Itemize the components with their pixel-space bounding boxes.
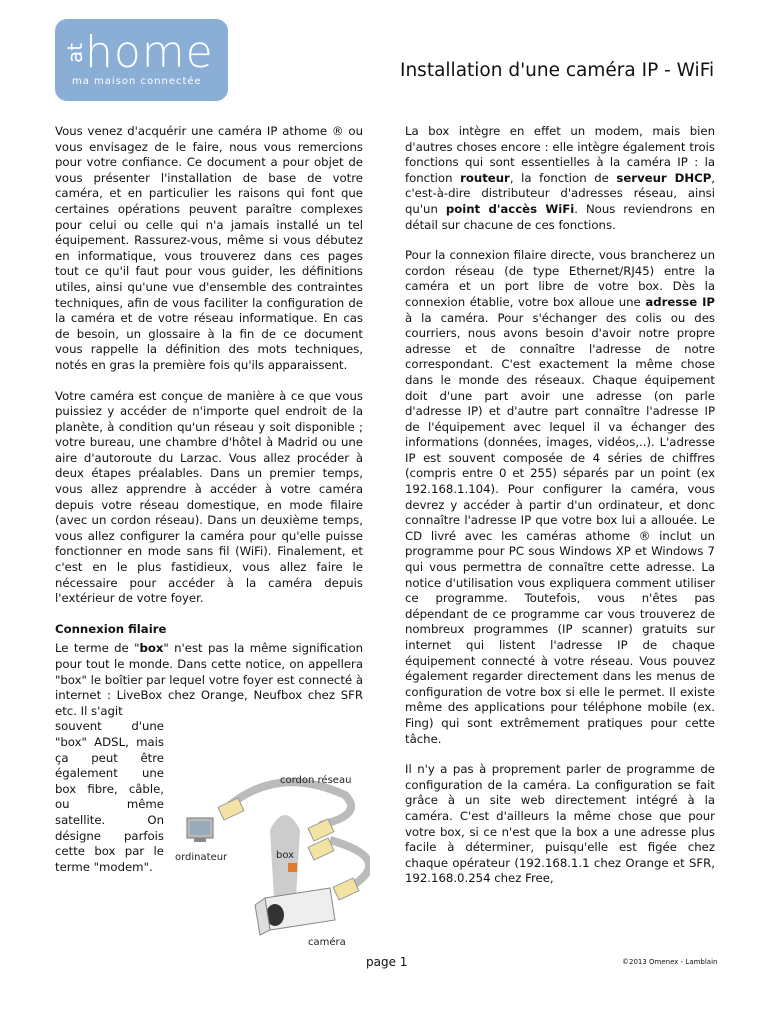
box-paragraph-wrap: souvent d'une "box" ADSL, mais ça peut être également une box fibre, câble, ou même satellite. On désigne parfois cette box par le terme "modem". bbox=[55, 719, 164, 874]
box-paragraph: Le terme de "box" n'est pas la même signification pour tout le monde. Dans cette notice, on appellera "box" le boîtier par lequel votre foyer est connecté à internet : LiveBox chez Orange, Neufbox chez SFR etc. Il s'agit bbox=[55, 641, 363, 718]
athome-logo bbox=[55, 19, 228, 101]
logo-home: home bbox=[85, 27, 214, 78]
configuration-paragraph: Il n'y a pas à proprement parler de programme de configuration de la caméra. La configuration se fait grâce à un site web directement intégré à la caméra. C'est d'ailleurs la même chose que pour votre box, si ce n'est que la box a une adresse plus facile à déterminer, puisqu'elle est figée chez chaque opérateur (192.168.1.1 chez Orange et SFR, 192.168.0.254 chez Free, bbox=[405, 762, 715, 886]
left-column bbox=[55, 124, 363, 875]
page-number: page 1 bbox=[366, 955, 408, 969]
label-box: box bbox=[276, 850, 295, 861]
box-functions-paragraph: La box intègre en effet un modem, mais bien d'autres choses encore : elle intègre également trois fonctions qui sont essentielles à la caméra IP : la fonction routeur, la fonction de serveur DHCP, c'est-à-dire distributeur d'adresses réseau, ainsi qu'un point d'accès WiFi. Nous reviendrons en détail sur chacune de ces fonctions. bbox=[405, 124, 715, 232]
copyright: ©2013 Omenex - Lamblain bbox=[622, 958, 718, 966]
page-title: Installation d'une caméra IP - WiFi bbox=[400, 60, 715, 81]
label-ordinateur: ordinateur bbox=[175, 852, 228, 863]
right-column bbox=[405, 124, 715, 902]
ip-address-paragraph: Pour la connexion filaire directe, vous brancherez un cordon réseau (de type Ethernet/RJ45) entre la caméra et un port libre de votre box. Dès la connexion établie, votre box alloue une adresse IP à la caméra. Pour s'échanger des colis ou des courriers, nous avons besoin d'avoir notre propre adresse et de connaître l'adresse de notre correspondant. C'est exactement la même chose dans le monde des réseaux. Chaque équipement doit d'une part avoir une adresse (on parle d'adresse IP) et d'autre part connaître l'adresse IP de l'équipement avec lequel il va échanger des informations (données, images, vidéos,..). L'adresse IP est souvent composée de 4 séries de chiffres (compris entre 0 et 255) séparés par un point (ex 192.168.1.104). Pour configurer la caméra, vous devrez y accéder à partir d'un ordinateur, et donc connaître l'adresse IP que votre box lui a allouée. Le CD livré avec les caméras athome ® inclut un programme pour PC sous Windows XP et Windows 7 qui vous permettra de connaître cette adresse. La notice d'utilisation vous expliquera comment utiliser ce programme. Toutefois, vous n'êtes pas dépendant de ce programme car vous trouverez de nombreux programmes (IP scanner) gratuits sur internet qui listent l'adresse IP de chaque équipement connecté à votre réseau. Vous pouvez également regarder directement dans les menus de configuration de votre box si elle le permet. Il existe même des applications pour téléphone mobile (ex. Fing) qui sont extrêmement pratiques pour cette tâche. bbox=[405, 248, 715, 746]
camera-paragraph: Votre caméra est conçue de manière à ce que vous puissiez y accéder de n'importe quel endroit de la planète, à condition qu'un réseau y soit disponible ; votre bureau, une chambre d'hôtel à Madrid ou une aire d'autoroute du Larzac. Vous allez procéder à deux étapes préalables. Dans un premier temps, vous allez apprendre à accéder à votre caméra depuis votre réseau domestique, en mode filaire (avec un cordon réseau). Dans un deuxième temps, vous allez configurer la caméra pour qu'elle puisse fonctionner en mode sans fil (WiFi). Finalement, et c'est en le plus fastidieux, vous allez faire le nécessaire pour accéder à la caméra depuis l'extérieur de votre foyer. bbox=[55, 388, 363, 606]
logo-tagline: ma maison connectée bbox=[72, 76, 202, 87]
label-camera: caméra bbox=[308, 937, 346, 948]
section-heading-connexion-filaire: Connexion filaire bbox=[55, 621, 167, 636]
network-diagram bbox=[170, 770, 370, 950]
label-cordon-reseau: cordon réseau bbox=[280, 775, 352, 786]
logo-at: at bbox=[63, 42, 88, 64]
intro-paragraph: Vous venez d'acquérir une caméra IP athome ® ou vous envisagez de le faire, nous vous remercions pour votre confiance. Ce document a pour objet de vous présenter l'installation de base de votre caméra, et en particulier les raisons qui font que certaines opérations peuvent paraître complexes pour celui ou celle qui n'a jamais installé un tel équipement. Rassurez-vous, même si vous débutez en informatique, vous trouverez dans ces pages tout ce qu'il faut pour vous guider, les définitions utiles, ainsi qu'une vue d'ensemble des contraintes techniques, afin de vous faciliter la configuration de la caméra et de votre réseau informatique. En cas de besoin, un glossaire à la fin de ce document vous rappelle la définition des mots techniques, notés en gras la première fois qu'ils apparaissent. bbox=[55, 124, 363, 372]
